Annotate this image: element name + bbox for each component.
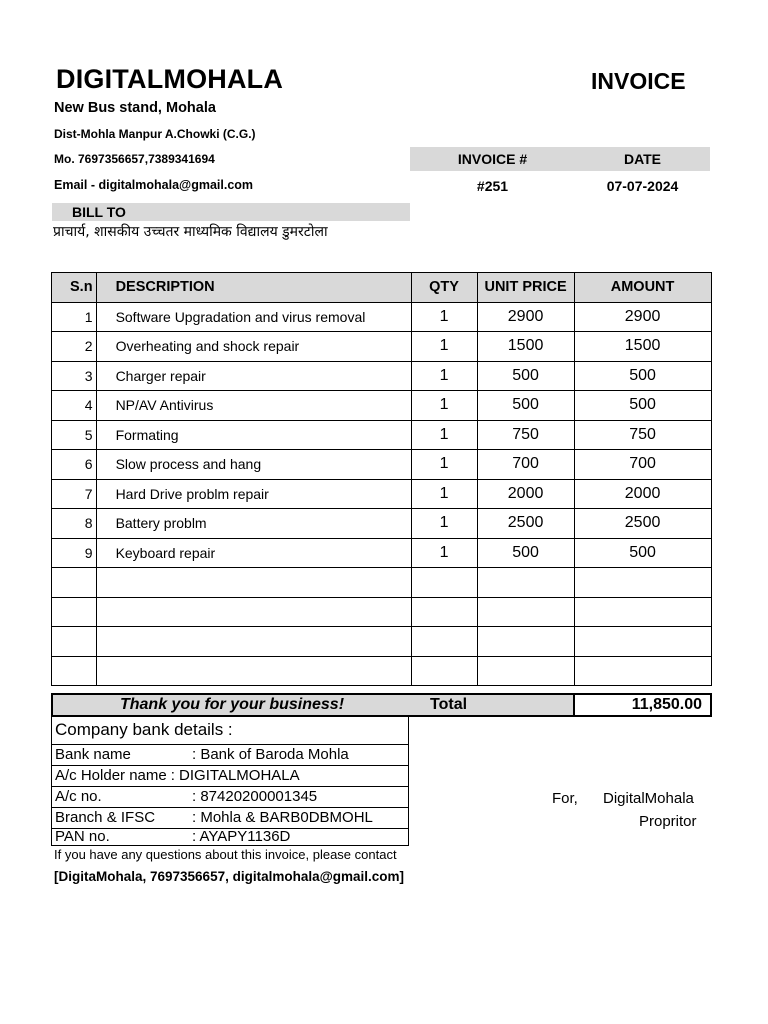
total-label-cell bbox=[410, 693, 573, 717]
row-amount: 2500 bbox=[574, 509, 711, 539]
row-amount: 750 bbox=[574, 420, 711, 450]
row-description: Software Upgradation and virus removal bbox=[96, 302, 411, 332]
row-unit-price: 1500 bbox=[477, 332, 574, 362]
row-sn: 8 bbox=[52, 509, 97, 539]
company-address-line2: Dist-Mohla Manpur A.Chowki (C.G.) bbox=[54, 127, 256, 141]
invoice-number: #251 bbox=[476, 178, 509, 194]
bank-row-label: Bank name bbox=[55, 746, 131, 763]
row-description: Keyboard repair bbox=[96, 538, 411, 568]
bank-row-value: : Mohla & BARB0DBMOHL bbox=[192, 809, 373, 826]
row-qty: 1 bbox=[411, 450, 477, 480]
row-sn: 3 bbox=[52, 361, 97, 391]
table-row bbox=[52, 420, 712, 450]
header-sn: S.n bbox=[52, 273, 97, 303]
row-amount: 500 bbox=[574, 538, 711, 568]
bank-row-value: : 87420200001345 bbox=[192, 788, 318, 805]
empty-row bbox=[52, 568, 712, 598]
bank-row-value: : Bank of Baroda Mohla bbox=[192, 746, 349, 763]
row-amount: 1500 bbox=[574, 332, 711, 362]
total-value-cell bbox=[573, 693, 712, 717]
row-description: Charger repair bbox=[96, 361, 411, 391]
bank-row bbox=[52, 787, 409, 808]
empty-row bbox=[52, 656, 712, 686]
document-title: INVOICE bbox=[591, 68, 686, 94]
bill-to-label: BILL TO bbox=[72, 204, 126, 220]
footer-question: If you have any questions about this invoice, please contact bbox=[54, 847, 397, 862]
table-row bbox=[52, 332, 712, 362]
bank-row-label: Branch & IFSC bbox=[55, 809, 156, 826]
row-qty: 1 bbox=[411, 420, 477, 450]
table-row bbox=[52, 361, 712, 391]
row-qty: 1 bbox=[411, 302, 477, 332]
items-table bbox=[51, 272, 712, 686]
company-email: Email - digitalmohala@gmail.com bbox=[54, 178, 254, 192]
row-description: Slow process and hang bbox=[96, 450, 411, 480]
bank-row bbox=[52, 808, 409, 829]
header-amount: AMOUNT bbox=[574, 273, 711, 303]
row-description: Battery problm bbox=[96, 509, 411, 539]
bank-row-label: PAN no. bbox=[55, 828, 110, 845]
company-address-line1: New Bus stand, Mohala bbox=[54, 100, 216, 116]
header-qty: QTY bbox=[411, 273, 477, 303]
row-sn: 6 bbox=[52, 450, 97, 480]
company-name: DIGITALMOHALA bbox=[56, 64, 284, 94]
row-description: Hard Drive problm repair bbox=[96, 479, 411, 509]
row-unit-price: 500 bbox=[477, 391, 574, 421]
thank-you-message: Thank you for your business! bbox=[51, 693, 413, 717]
signature-for-label: For, bbox=[552, 790, 578, 807]
row-sn: 1 bbox=[52, 302, 97, 332]
invoice-date-label: DATE bbox=[623, 151, 662, 167]
row-amount: 2900 bbox=[574, 302, 711, 332]
row-description: Overheating and shock repair bbox=[96, 332, 411, 362]
total-label: Total bbox=[430, 696, 468, 713]
row-unit-price: 500 bbox=[477, 361, 574, 391]
row-sn: 9 bbox=[52, 538, 97, 568]
header-description: DESCRIPTION bbox=[96, 273, 411, 303]
signature-company-name: DigitalMohala bbox=[603, 790, 694, 807]
row-unit-price: 2900 bbox=[477, 302, 574, 332]
row-amount: 500 bbox=[574, 361, 711, 391]
row-amount: 700 bbox=[574, 450, 711, 480]
bank-row-label: A/c no. bbox=[55, 788, 102, 805]
bank-row-value: : AYAPY1136D bbox=[192, 828, 291, 845]
signature-title: Propritor bbox=[639, 813, 697, 830]
bank-row-value: : DIGITALMOHALA bbox=[170, 767, 300, 784]
table-row bbox=[52, 509, 712, 539]
bank-row bbox=[52, 745, 409, 766]
row-qty: 1 bbox=[411, 509, 477, 539]
row-unit-price: 750 bbox=[477, 420, 574, 450]
items-table-header bbox=[52, 273, 712, 303]
table-row bbox=[52, 302, 712, 332]
row-qty: 1 bbox=[411, 538, 477, 568]
bill-to-bar bbox=[52, 203, 410, 221]
footer-contact: [DigitaMohala, 7697356657, digitalmohala@gmail.com] bbox=[54, 869, 405, 884]
bank-details-table bbox=[51, 715, 409, 846]
bank-row bbox=[52, 766, 409, 787]
row-sn: 5 bbox=[52, 420, 97, 450]
row-sn: 2 bbox=[52, 332, 97, 362]
bank-row-label: A/c Holder name bbox=[55, 767, 167, 784]
invoice-header-bar bbox=[410, 147, 710, 171]
table-row bbox=[52, 479, 712, 509]
empty-row bbox=[52, 627, 712, 657]
invoice-number-label: INVOICE # bbox=[457, 151, 528, 167]
invoice-date: 07-07-2024 bbox=[606, 178, 679, 194]
row-qty: 1 bbox=[411, 391, 477, 421]
company-phone: Mo. 7697356657,7389341694 bbox=[54, 152, 215, 166]
row-qty: 1 bbox=[411, 361, 477, 391]
bank-row bbox=[52, 829, 409, 846]
row-unit-price: 2000 bbox=[477, 479, 574, 509]
empty-row bbox=[52, 597, 712, 627]
row-qty: 1 bbox=[411, 479, 477, 509]
row-amount: 500 bbox=[574, 391, 711, 421]
row-description: Formating bbox=[96, 420, 411, 450]
row-qty: 1 bbox=[411, 332, 477, 362]
row-amount: 2000 bbox=[574, 479, 711, 509]
row-unit-price: 700 bbox=[477, 450, 574, 480]
header-unit-price: UNIT PRICE bbox=[477, 273, 574, 303]
row-unit-price: 500 bbox=[477, 538, 574, 568]
row-sn: 4 bbox=[52, 391, 97, 421]
bill-to-name: प्राचार्य, शासकीय उच्चतर माध्यमिक विद्यालय डुमरटोला bbox=[53, 224, 328, 240]
row-description: NP/AV Antivirus bbox=[96, 391, 411, 421]
table-row bbox=[52, 391, 712, 421]
row-sn: 7 bbox=[52, 479, 97, 509]
bank-details-title: Company bank details : bbox=[52, 716, 409, 745]
invoice-values bbox=[410, 174, 710, 198]
total-value: 11,850.00 bbox=[631, 696, 702, 713]
table-row bbox=[52, 450, 712, 480]
table-row bbox=[52, 538, 712, 568]
row-unit-price: 2500 bbox=[477, 509, 574, 539]
